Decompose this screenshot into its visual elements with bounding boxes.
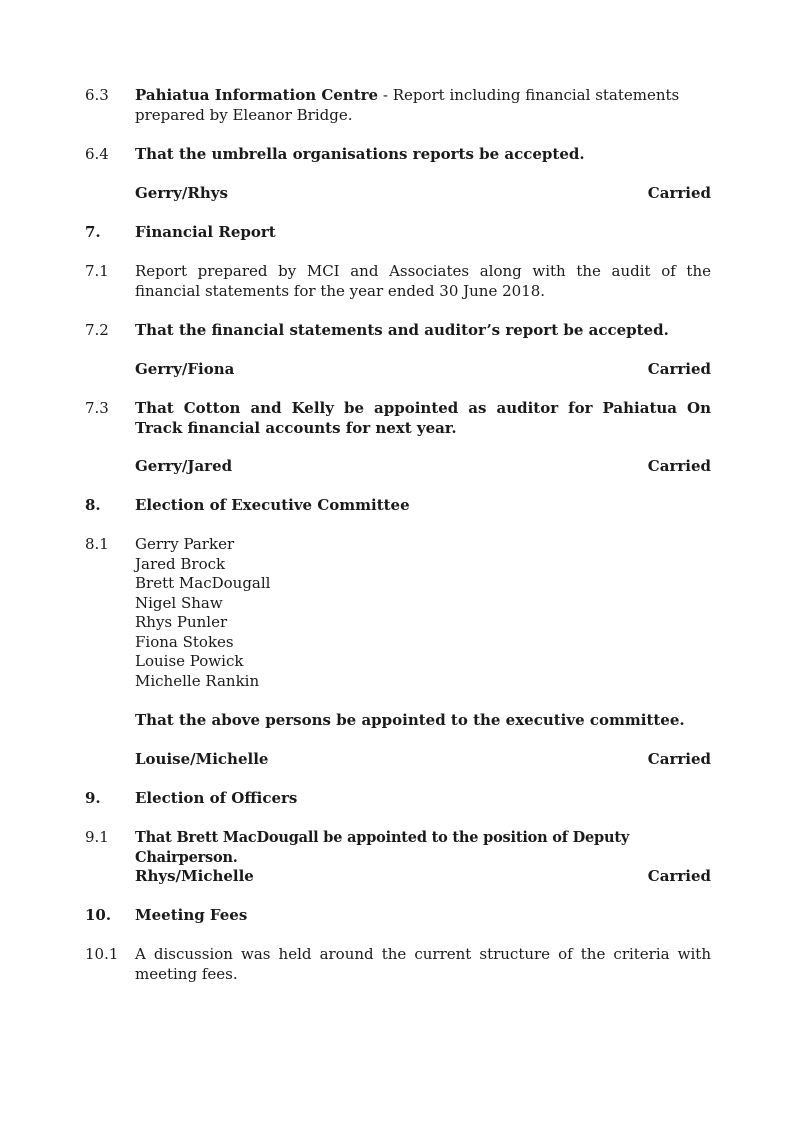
section-title: Meeting Fees: [135, 906, 248, 924]
list-item: Fiona Stokes: [135, 632, 234, 651]
motion-status: Carried: [647, 457, 711, 475]
motion-text: That the financial statements and auditor’s report be accepted.: [135, 321, 669, 339]
list-item: Nigel Shaw: [135, 593, 223, 612]
item-10-1: [85, 945, 711, 984]
item-number: 7.1: [85, 262, 109, 280]
mover-line-6-4: [85, 184, 711, 204]
movers: Louise/Michelle: [135, 750, 269, 768]
item-text: [135, 86, 711, 125]
list-item: Brett MacDougall: [135, 574, 271, 592]
item-number: 7.2: [85, 321, 109, 339]
item-7-3: [85, 399, 711, 438]
motion-text: That the above persons be appointed to the executive committee.: [135, 711, 685, 729]
section-title: Election of Officers: [135, 789, 298, 807]
motion-text: That Brett MacDougall be appointed to the position of Deputy Chairperson.: [135, 829, 630, 866]
item-number: 9.1: [85, 828, 109, 846]
mover-line-7-2: [85, 360, 711, 380]
item-9-1: [85, 828, 711, 867]
item-6-4: [85, 145, 711, 165]
section-number: 10.: [85, 906, 112, 924]
item-number: 8.1: [85, 535, 109, 553]
list-item: Jared Brock: [135, 554, 226, 573]
motion-text: That Cotton and Kelly be appointed as auditor for Pahiatua On Track financial accounts for next year.: [135, 399, 711, 437]
mover-line-9-1: [85, 867, 711, 887]
item-number: 6.3: [85, 86, 109, 104]
motion-8-1: [85, 711, 711, 731]
section-number: 7.: [85, 223, 101, 241]
section-number: 8.: [85, 496, 101, 514]
section-8-heading: [85, 496, 711, 516]
list-item: Louise Powick: [135, 652, 244, 670]
list-item: Rhys Punler: [135, 613, 228, 631]
item-7-1: [85, 262, 711, 301]
item-text: A discussion was held around the current structure of the criteria with meeting fees.: [135, 945, 711, 983]
section-9-heading: [85, 789, 711, 809]
mover-line-7-3: [85, 457, 711, 477]
section-title: Financial Report: [135, 223, 276, 241]
movers: Gerry/Rhys: [135, 184, 228, 202]
item-number: 7.3: [85, 399, 109, 417]
section-7-heading: [85, 223, 711, 243]
item-number: 10.1: [85, 945, 119, 963]
movers: Gerry/Jared: [135, 457, 233, 475]
motion-status: Carried: [647, 360, 711, 378]
motion-status: Carried: [647, 867, 711, 885]
item-title: Pahiatua Information Centre: [135, 86, 379, 104]
section-title: Election of Executive Committee: [135, 496, 410, 514]
item-description: - Report including financial statements prepared by Eleanor Bridge.: [135, 86, 680, 124]
section-number: 9.: [85, 789, 101, 807]
list-item: Michelle Rankin: [135, 671, 260, 690]
motion-text: That the umbrella organisations reports be accepted.: [135, 145, 585, 163]
section-10-heading: [85, 906, 711, 926]
motion-status: Carried: [647, 750, 711, 768]
item-7-2: [85, 321, 711, 341]
item-text: Report prepared by MCI and Associates along with the audit of the financial statements for the year ended 30 June 2018.: [135, 262, 711, 300]
list-item: Gerry Parker: [135, 535, 235, 553]
motion-status: Carried: [647, 184, 711, 202]
item-number: 6.4: [85, 145, 109, 163]
item-6-3: [85, 86, 711, 125]
movers: Gerry/Fiona: [135, 360, 235, 378]
committee-member-list: [135, 535, 711, 691]
item-8-1: [85, 535, 711, 691]
mover-line-8-1: [85, 750, 711, 770]
movers: Rhys/Michelle: [135, 867, 254, 885]
